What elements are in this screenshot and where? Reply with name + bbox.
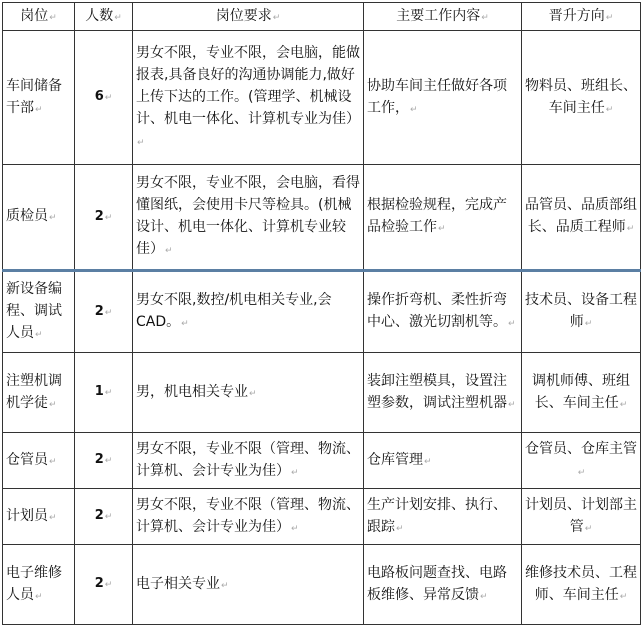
paragraph-mark-icon: ↵	[104, 456, 113, 466]
paragraph-mark-icon: ↵	[104, 388, 113, 398]
paragraph-mark-icon: ↵	[49, 399, 57, 410]
paragraph-mark-icon: ↵	[49, 512, 57, 523]
position-cell: 电子维修人员↵	[3, 545, 75, 625]
work-cell: 电路板问题查找、电路板维修、异常反馈↵	[364, 545, 522, 625]
paragraph-mark-icon: ↵	[291, 523, 299, 534]
promotion-cell: 技术员、设备工程师↵	[522, 271, 641, 353]
table-row	[3, 31, 641, 165]
paragraph-mark-icon: ↵	[221, 580, 229, 591]
work-cell: 协助车间主任做好各项工作，↵	[364, 31, 522, 165]
position-cell: 计划员↵	[3, 489, 75, 545]
promotion-cell: 物料员、班组长、车间主任↵	[522, 31, 641, 165]
position-cell: 车间储备干部↵	[3, 31, 75, 165]
requirement-cell: 男女不限，专业不限（管理、物流、计算机、会计专业为佳）↵	[133, 433, 364, 489]
position-cell: 注塑机调机学徒↵	[3, 353, 75, 433]
count-cell: 2↵	[75, 545, 133, 625]
requirement-cell: 男女不限,数控/机电相关专业,会 CAD。↵	[133, 271, 364, 353]
paragraph-mark-icon: ↵	[410, 104, 418, 115]
paragraph-mark-icon: ↵	[508, 319, 516, 329]
table-row	[3, 165, 641, 271]
paragraph-mark-icon: ↵	[181, 319, 189, 329]
count-cell: 1↵	[75, 353, 133, 433]
header-position: 岗位↵	[3, 3, 75, 31]
paragraph-mark-icon: ↵	[165, 246, 173, 256]
promotion-cell: 维修技术员、工程师、车间主任↵	[522, 545, 641, 625]
paragraph-mark-icon: ↵	[626, 224, 635, 234]
promotion-cell: 品管员、品质部组长、品质工程师↵	[522, 165, 641, 271]
paragraph-mark-icon: ↵	[605, 104, 614, 115]
position-cell: 新设备编程、调试人员↵	[3, 271, 75, 353]
count-cell: 2↵	[75, 433, 133, 489]
requirement-cell: 男女不限，专业不限，会电脑，能做报表,具备良好的沟通协调能力,做好上传下达的工作。(管理学、机械设计、机电一体化、计算机专业为佳）↵	[133, 31, 364, 165]
promotion-cell: 计划员、计划部主管↵	[522, 489, 641, 545]
paragraph-mark-icon: ↵	[114, 12, 122, 23]
header-count: 人数↵	[75, 3, 133, 31]
table-row	[3, 353, 641, 433]
table-row	[3, 271, 641, 353]
count-cell: 2↵	[75, 271, 133, 353]
paragraph-mark-icon: ↵	[35, 104, 43, 115]
paragraph-mark-icon: ↵	[424, 456, 432, 467]
requirement-cell: 男，机电相关专业↵	[133, 353, 364, 433]
paragraph-mark-icon: ↵	[35, 591, 43, 602]
header-promotion: 晋升方向↵	[522, 3, 641, 31]
work-cell: 仓库管理↵	[364, 433, 522, 489]
paragraph-mark-icon: ↵	[438, 224, 446, 234]
paragraph-mark-icon: ↵	[137, 137, 145, 148]
paragraph-mark-icon: ↵	[49, 456, 57, 467]
work-cell: 操作折弯机、柔性折弯中心、激光切割机等。↵	[364, 271, 522, 353]
paragraph-mark-icon: ↵	[291, 467, 299, 478]
paragraph-mark-icon: ↵	[480, 591, 488, 602]
header-row	[3, 3, 641, 31]
table-row	[3, 433, 641, 489]
paragraph-mark-icon: ↵	[49, 213, 57, 223]
requirement-cell: 男女不限，专业不限（管理、物流、计算机、会计专业为佳）↵	[133, 489, 364, 545]
paragraph-mark-icon: ↵	[577, 467, 586, 478]
paragraph-mark-icon: ↵	[104, 307, 113, 318]
header-requirement: 岗位要求↵	[133, 3, 364, 31]
paragraph-mark-icon: ↵	[104, 512, 113, 522]
paragraph-mark-icon: ↵	[104, 212, 113, 223]
promotion-cell: 仓管员、仓库主管↵	[522, 433, 641, 489]
paragraph-mark-icon: ↵	[104, 580, 113, 590]
work-cell: 根据检验规程，完成产品检验工作↵	[364, 165, 522, 271]
count-cell: 2↵	[75, 489, 133, 545]
job-table	[2, 2, 641, 625]
paragraph-mark-icon: ↵	[249, 388, 257, 399]
position-cell: 质检员↵	[3, 165, 75, 271]
paragraph-mark-icon: ↵	[104, 93, 113, 103]
table-row	[3, 545, 641, 625]
paragraph-mark-icon: ↵	[584, 523, 593, 534]
count-cell: 6↵	[75, 31, 133, 165]
work-cell: 装卸注塑模具，设置注塑参数，调试注塑机器↵	[364, 353, 522, 433]
requirement-cell: 电子相关专业↵	[133, 545, 364, 625]
count-cell: 2↵	[75, 165, 133, 271]
position-cell: 仓管员↵	[3, 433, 75, 489]
paragraph-mark-icon: ↵	[619, 591, 628, 602]
paragraph-mark-icon: ↵	[35, 330, 43, 340]
paragraph-mark-icon: ↵	[605, 12, 614, 23]
paragraph-mark-icon: ↵	[584, 319, 593, 329]
table-row	[3, 489, 641, 545]
promotion-cell: 调机师傅、班组长、车间主任↵	[522, 353, 641, 433]
header-work: 主要工作内容↵	[364, 3, 522, 31]
work-cell: 生产计划安排、执行、跟踪↵	[364, 489, 522, 545]
paragraph-mark-icon: ↵	[396, 523, 404, 534]
paragraph-mark-icon: ↵	[508, 399, 516, 410]
paragraph-mark-icon: ↵	[272, 12, 281, 23]
paragraph-mark-icon: ↵	[481, 12, 489, 23]
requirement-cell: 男女不限，专业不限，会电脑，看得懂图纸，会使用卡尺等检具。(机械设计、机电一体化、计算机专业较佳）↵	[133, 165, 364, 271]
paragraph-mark-icon: ↵	[49, 12, 57, 23]
paragraph-mark-icon: ↵	[619, 399, 628, 410]
